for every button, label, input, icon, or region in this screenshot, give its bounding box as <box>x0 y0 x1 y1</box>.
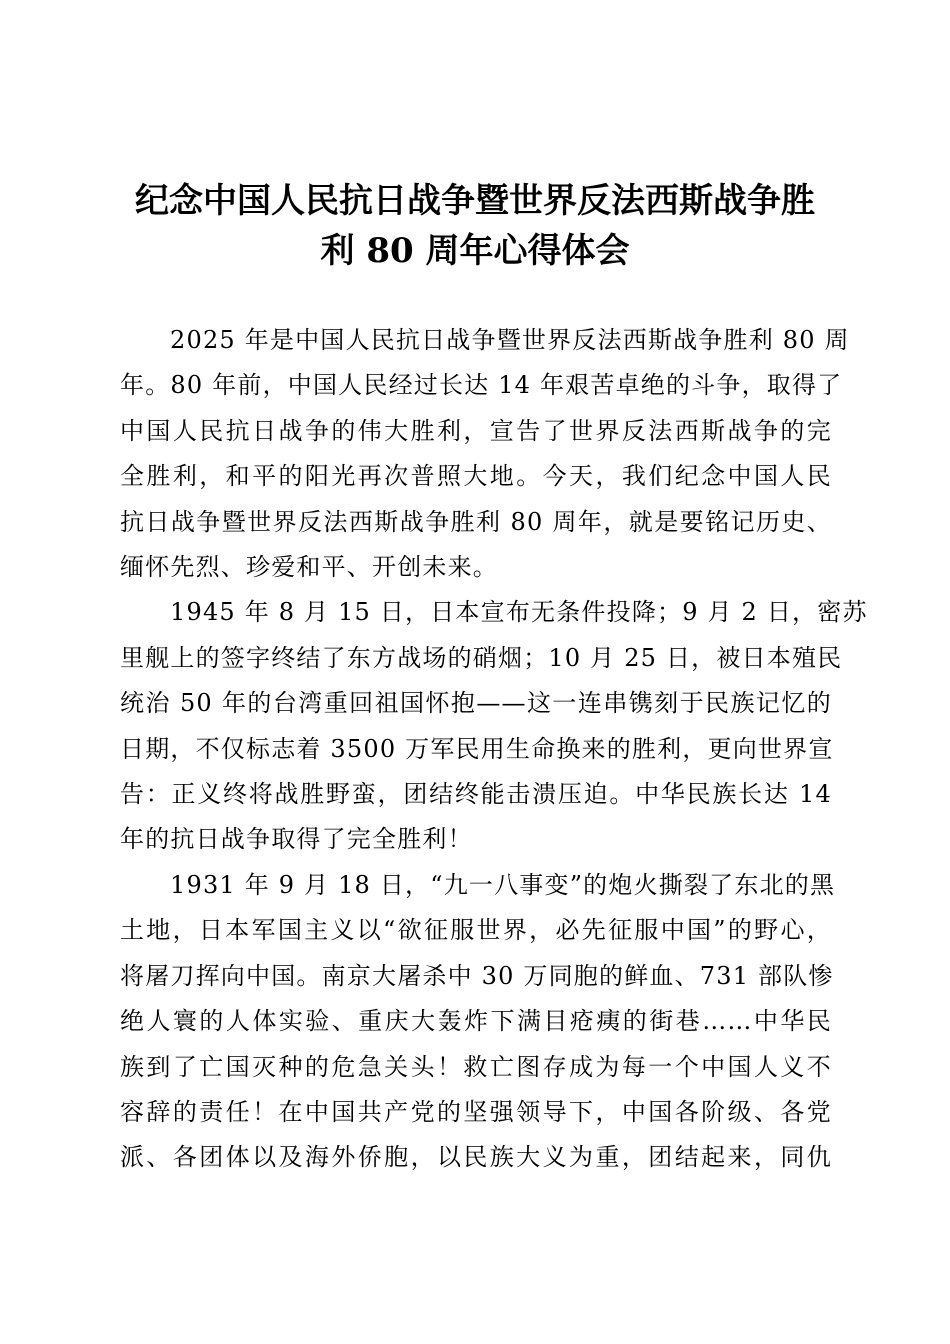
text-line: 日期，不仅标志着 3500 万军民用生命换来的胜利，更向世界宣 <box>120 734 834 763</box>
text-line: 缅怀先烈、珍爱和平、开创未来。 <box>120 553 498 582</box>
paragraph-3 <box>120 863 836 1181</box>
text-line: 1931 年 9 月 18 日，“九一八事变”的炮火撕裂了东北的黑 <box>170 870 836 899</box>
text-line: 告：正义终将战胜野蛮，团结终能击溃压迫。中华民族长达 14 <box>120 780 832 809</box>
text-line: 1945 年 8 月 15 日，日本宣布无条件投降；9 月 2 日，密苏 <box>170 598 868 627</box>
paragraph-1 <box>120 318 850 590</box>
text-line: 派、各团体以及海外侨胞，以民族大义为重，团结起来，同仇 <box>120 1143 832 1172</box>
text-line: 将屠刀挥向中国。南京大屠杀中 30 万同胞的鲜血、731 部队惨 <box>120 961 834 990</box>
text-line: 抗日战争暨世界反法西斯战争胜利 80 周年，就是要铭记历史、 <box>120 507 832 536</box>
document-body <box>120 318 868 1181</box>
text-line: 族到了亡国灭种的危急关头！救亡图存成为每一个中国人义不 <box>120 1052 832 1081</box>
text-line: 年。80 年前，中国人民经过长达 14 年艰苦卓绝的斗争，取得了 <box>120 371 843 400</box>
title-line-1: 纪念中国人民抗日战争暨世界反法西斯战争胜 <box>135 181 815 221</box>
title-line-2: 利 80 周年心得体会 <box>320 231 630 271</box>
text-line: 容辞的责任！在中国共产党的坚强领导下，中国各阶级、各党 <box>120 1097 832 1126</box>
text-line: 中国人民抗日战争的伟大胜利，宣告了世界反法西斯战争的完 <box>120 416 832 445</box>
text-line: 2025 年是中国人民抗日战争暨世界反法西斯战争胜利 80 周 <box>170 326 850 354</box>
text-line: 统治 50 年的台湾重回祖国怀抱——这一连串镌刻于民族记忆的 <box>120 689 832 718</box>
text-line: 全胜利，和平的阳光再次普照大地。今天，我们纪念中国人民 <box>120 462 832 491</box>
text-line: 里舰上的签字终结了东方战场的硝烟；10 月 25 日，被日本殖民 <box>120 643 843 672</box>
text-line: 年的抗日战争取得了完全胜利！ <box>120 825 473 854</box>
text-line: 绝人寰的人体实验、重庆大轰炸下满目疮痍的街巷……中华民 <box>120 1007 832 1036</box>
text-line: 土地，日本军国主义以“欲征服世界，必先征服中国”的野心， <box>120 916 832 945</box>
document-title <box>110 176 840 276</box>
paragraph-2 <box>120 590 868 862</box>
